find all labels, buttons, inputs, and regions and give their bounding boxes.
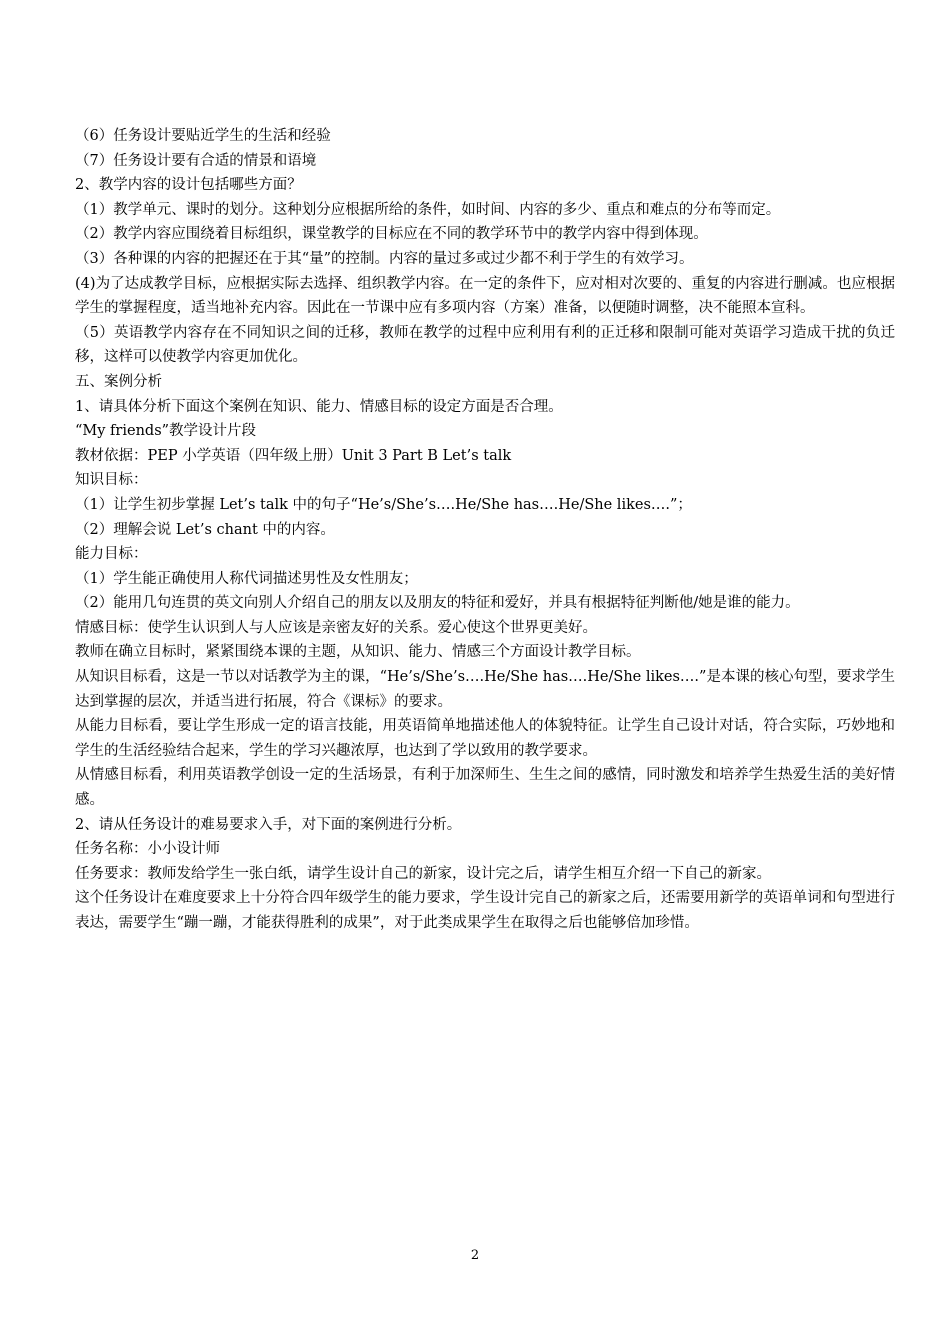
ability-goal-label: 能力目标： (75, 546, 148, 563)
ability-goal-1: （1）学生能正确使用人称代词描述男性及女性朋友； (75, 570, 418, 587)
knowledge-goal-1: （1）让学生初步掌握 Let’s talk 中的句子“He’s/She’s….He/She has….He/She likes….”； (75, 496, 692, 513)
list-item-content-4: (4)为了达成教学目标，应根据实际去选择、组织教学内容。在一定的条件下，应对相对次要的、重复的内容进行删减。也应根据学生的掌握程度，适当地补充内容。因此在一节课中应有多项内容（方案）准备，以便随时调整，决不能照本宣科。 (75, 275, 895, 317)
page-number: 2 (470, 1248, 480, 1263)
task-name: 任务名称：小小设计师 (75, 841, 220, 858)
knowledge-goal-label: 知识目标： (75, 472, 148, 489)
case-question-1: 1、请具体分析下面这个案例在知识、能力、情感目标的设定方面是否合理。 (75, 398, 563, 415)
case-question-2: 2、请从任务设计的难易要求入手，对下面的案例进行分析。 (75, 816, 462, 833)
question-heading-2: 2、教学内容的设计包括哪些方面？ (75, 177, 302, 194)
list-item-content-2: （2）教学内容应围绕着目标组织，课堂教学的目标应在不同的教学环节中的教学内容中得到体现。 (75, 226, 708, 243)
list-item-task-design-6: （6）任务设计要贴近学生的生活和经验 (75, 128, 331, 144)
analysis-ability: 从能力目标看，要让学生形成一定的语言技能，用英语简单地描述他人的体貌特征。让学生自己设计对话，符合实际，巧妙地和学生的生活经验结合起来，学生的学习兴趣浓厚，也达到了学以致用的教学要求。 (75, 718, 895, 759)
list-item-content-1: （1）教学单元、课时的划分。这种划分应根据所给的条件，如时间、内容的多少、重点和难点的分布等而定。 (75, 201, 781, 218)
knowledge-goal-2: （2）理解会说 Let’s chant 中的内容。 (75, 521, 335, 538)
ability-goal-2: （2）能用几句连贯的英文向别人介绍自己的朋友以及朋友的特征和爱好，并具有根据特征判断他/她是谁的能力。 (75, 595, 800, 612)
case-title: “My friends”教学设计片段 (75, 423, 257, 440)
list-item-content-5: （5）英语教学内容存在不同知识之间的迁移，教师在教学的过程中应利用有利的正迁移和限制可能对英语学习造成干扰的负迁移，这样可以使教学内容更加优化。 (75, 324, 895, 366)
list-item-content-3: （3）各种课的内容的把握还在于其“量”的控制。内容的量过多或过少都不利于学生的有效学习。 (75, 250, 694, 267)
document-body (75, 124, 895, 936)
task-analysis: 这个任务设计在难度要求上十分符合四年级学生的能力要求，学生设计完自己的新家之后，还需要用新学的英语单词和句型进行表达，需要学生“蹦一蹦，才能获得胜利的成果”，对于此类成果学生在取得之后也能够倍加珍惜。 (75, 890, 895, 931)
task-requirement: 任务要求：教师发给学生一张白纸，请学生设计自己的新家，设计完之后，请学生相互介绍一下自己的新家。 (75, 865, 771, 882)
list-item-task-design-7: （7）任务设计要有合适的情景和语境 (75, 152, 317, 169)
textbook-basis: 教材依据：PEP 小学英语（四年级上册）Unit 3 Part B Let’s talk (75, 447, 512, 464)
analysis-knowledge: 从知识目标看，这是一节以对话教学为主的课，“He’s/She’s….He/She has….He/She likes….”是本课的核心句型，要求学生达到掌握的层次，并适当进行拓展，符合《课标》的要求。 (75, 669, 895, 710)
analysis-emotion: 从情感目标看，利用英语教学创设一定的生活场景，有利于加深师生、生生之间的感情，同时激发和培养学生热爱生活的美好情感。 (75, 767, 895, 809)
analysis-paragraph-1: 教师在确立目标时，紧紧围绕本课的主题，从知识、能力、情感三个方面设计教学目标。 (75, 644, 641, 661)
section-heading-case-analysis: 五、案例分析 (75, 373, 162, 390)
emotion-goal: 情感目标：使学生认识到人与人应该是亲密友好的关系。爱心使这个世界更美好。 (75, 619, 597, 636)
